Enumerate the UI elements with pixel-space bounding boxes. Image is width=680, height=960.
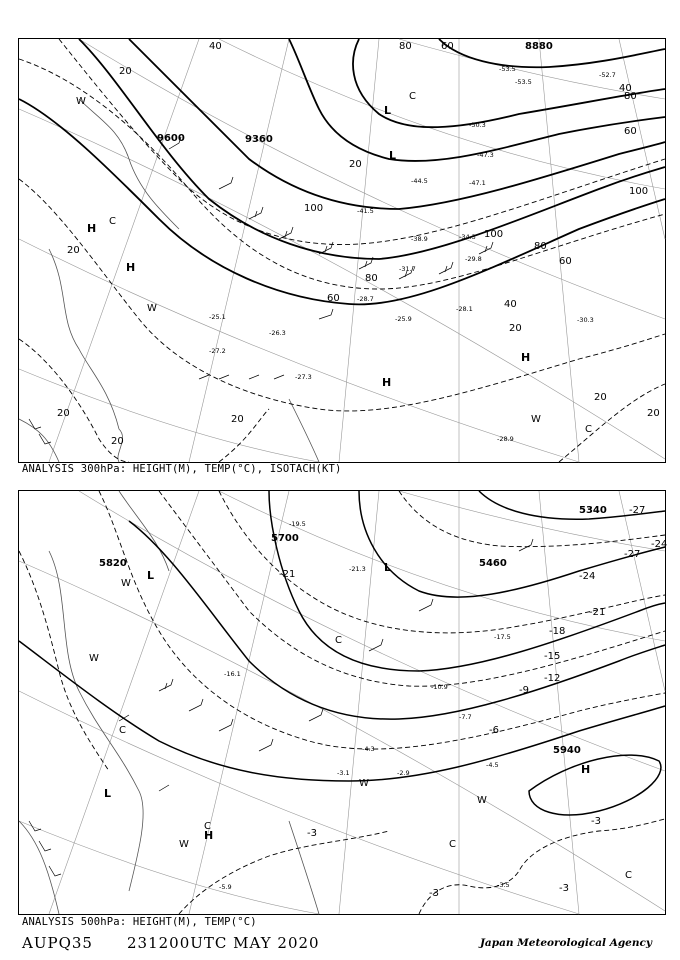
isotach-label: 40 [504,299,517,310]
cold-mark-c: C [409,91,416,102]
temperature-label: -19.5 [289,520,306,528]
chart-id: AUPQ35 [22,934,93,952]
low-center-l: L [104,787,112,800]
cold-mark-c: C [204,821,211,832]
height-label: 5940 [553,745,581,756]
isotach-label: 20 [509,323,522,334]
warm-mark-w: W [531,414,541,425]
isotach-label: 80 [365,273,378,284]
temperature-label: -47.1 [469,179,486,187]
warm-mark-w: W [76,96,86,107]
isotach-label: 100 [484,229,504,240]
height-labels-300 [157,41,553,145]
height-label: 8880 [525,41,553,52]
high-center-h: H [521,351,531,364]
height-label: 5340 [579,505,607,516]
pressure-centers-500 [104,561,590,842]
temperature-label: -50.3 [469,121,486,129]
warm-mark-w: W [147,303,157,314]
chart-footer [22,934,652,954]
isotherm-label: -24 [651,539,668,550]
temperature-label: -28.9 [497,435,514,443]
isotherm-label: -9 [519,685,529,696]
height-contours-500 [19,491,668,815]
low-center-l: L [384,104,392,117]
high-center-h: H [87,222,97,235]
graticule-500 [19,491,668,914]
low-center-l: L [147,569,155,582]
height-labels-500 [99,505,607,756]
temperature-label: -10.9 [431,683,448,691]
temperature-label: -5.9 [219,883,232,891]
isotherm-label: -18 [549,626,566,637]
isotach-label: 20 [594,392,607,403]
cold-mark-c: C [335,635,342,646]
temperature-labels-500 [219,520,511,891]
isotach-label: 20 [231,414,244,425]
high-center-h: H [204,829,214,842]
warm-mark-w: W [121,578,131,589]
temperature-label: -52.7 [599,71,616,79]
isotherm-label: -3 [591,816,601,827]
temperature-label: -25.9 [395,315,412,323]
isotherm-label: -21 [589,607,606,618]
isotherm-label: -21 [279,569,296,580]
isotherm-label: -27 [629,505,646,516]
temperature-label: -3.1 [337,769,350,777]
temperature-label: -53.5 [499,65,516,73]
isotach-label: 60 [327,293,340,304]
high-center-h: H [581,763,591,776]
height-label: 5700 [271,533,299,544]
isotherm-label: -15 [544,651,561,662]
height-label: 5460 [479,558,507,569]
warm-mark-w: W [477,795,487,806]
cold-mark-c: C [119,725,126,736]
low-center-l: L [384,561,392,574]
temperature-label: -41.5 [357,207,374,215]
isotherm-label: -6 [489,725,499,736]
temperature-label: -38.9 [411,235,428,243]
graticule-300 [19,39,665,462]
isotherm-label: -24 [579,571,596,582]
temperature-label: -53.5 [515,78,532,86]
temperature-label: -47.3 [477,151,494,159]
cold-mark-c: C [449,839,456,850]
warm-mark-w: W [179,839,189,850]
temperature-label: -3.5 [497,881,510,889]
isotach-label: 40 [209,41,222,52]
isotach-label: 40 [619,83,632,94]
height-label: 9360 [245,134,273,145]
temperature-label: -26.3 [269,329,286,337]
height-label: 9600 [157,133,185,144]
cold-mark-c: C [109,216,116,227]
isotach-label: 20 [111,436,124,447]
isotach-label: 100 [304,203,324,214]
isotach-labels-300 [57,41,660,447]
temperature-label: -7.7 [459,713,472,721]
warm-mark-w: W [359,778,369,789]
temperature-label: -31.7 [399,265,416,273]
cold-mark-c: C [585,424,592,435]
map-300hpa-canvas [19,39,665,462]
map-panel-300hpa [18,38,666,463]
isotach-label: 100 [629,186,649,197]
isotherm-label: -3 [429,888,439,899]
valid-time: 231200UTC MAY 2020 [127,934,320,952]
isotach-label: 80 [534,241,547,252]
isotach-label: 20 [349,159,362,170]
warm-mark-w: W [89,653,99,664]
temperature-label: -4.3 [362,745,375,753]
pressure-centers-300 [87,104,530,389]
wind-barbs-500 [29,539,533,876]
isotach-label: 60 [624,126,637,137]
map-500hpa-canvas [19,491,668,914]
temperature-label: -17.5 [494,633,511,641]
temperature-label: -27.3 [295,373,312,381]
map-panel-500hpa [18,490,666,915]
warm-cold-marks-500 [89,578,632,881]
isotherm-label: -27 [624,549,641,560]
temperature-label: -21.3 [349,565,366,573]
isotach-label: 60 [441,41,454,52]
isotach-label: 20 [67,245,80,256]
isotach-label: 20 [57,408,70,419]
isotherm-label: -12 [544,673,561,684]
chart-caption-300hpa: ANALYSIS 300hPa: HEIGHT(M), TEMP(°C), ISOTACH(KT) [22,463,342,475]
chart-caption-500hpa: ANALYSIS 500hPa: HEIGHT(M), TEMP(°C) [22,916,257,928]
temperature-label: -29.8 [465,255,482,263]
temperature-label: -30.3 [577,316,594,324]
high-center-h: H [382,376,392,389]
isotach-label: 20 [647,408,660,419]
warm-cold-marks-300 [76,91,592,435]
temperature-label: -44.5 [411,177,428,185]
height-label: 5820 [99,558,127,569]
low-center-l: L [389,149,397,162]
isotherm-label: -3 [307,828,317,839]
temperature-label: -27.2 [209,347,226,355]
temperature-label: -25.1 [209,313,226,321]
isotherm-label: -3 [559,883,569,894]
isotach-label: 60 [559,256,572,267]
isotach-label: 80 [399,41,412,52]
cold-mark-c: C [625,870,632,881]
temperature-label: -34.3 [459,233,476,241]
temperature-label: -4.5 [486,761,499,769]
isotherm-labels-500 [279,505,667,899]
temperature-label: -2.9 [397,769,410,777]
high-center-h: H [126,261,136,274]
isotach-label: 80 [624,91,637,102]
temperature-label: -28.1 [456,305,473,313]
isotach-label: 20 [119,66,132,77]
temperature-label: -16.1 [224,670,241,678]
agency-name: Japan Meteorological Agency [479,937,652,949]
temperature-label: -28.7 [357,295,374,303]
